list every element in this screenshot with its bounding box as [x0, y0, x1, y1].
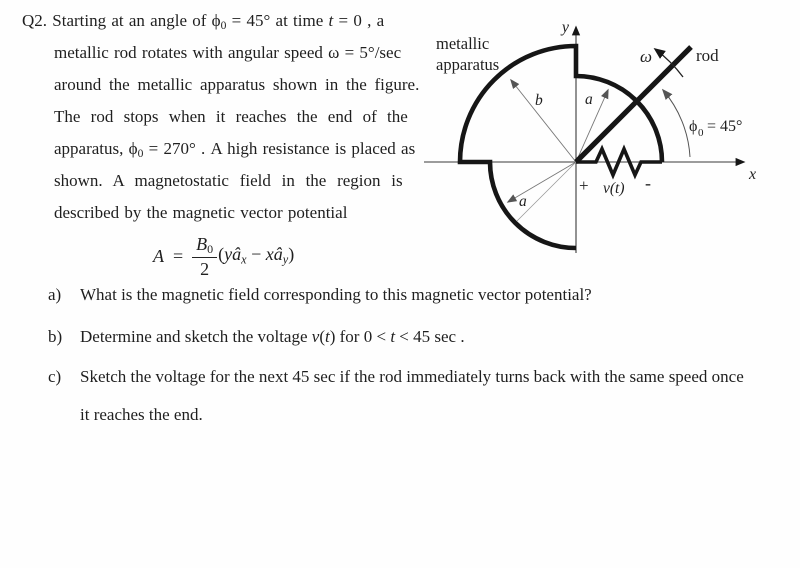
voltage-vt-label: v(t) — [603, 180, 625, 197]
phi0-label-value: = 45° — [707, 118, 743, 135]
phi0-label-phi: ϕ — [689, 118, 698, 135]
part-a-text: What is the magnetic field corresponding to this magnetic vector potential? — [80, 285, 592, 304]
problem-line-4: The rod stops when it reaches the end of the — [54, 107, 408, 126]
vector-potential-formula — [153, 233, 294, 279]
phi0-angle-arc — [663, 90, 690, 157]
y-axis-label: y — [561, 19, 569, 36]
formula-rhs: (yâx − xây) — [218, 244, 295, 267]
formula-denominator: 2 — [200, 259, 210, 279]
figure-svg — [415, 0, 775, 270]
formula-lhs: A — [153, 245, 164, 266]
part-a-label: a) — [48, 285, 62, 304]
voltage-minus-label: - — [645, 173, 651, 193]
apparatus-label-line-2: apparatus — [436, 55, 500, 74]
apparatus-path — [460, 46, 662, 248]
apparatus-label-line-1: metallic — [436, 34, 490, 53]
part-b-text: Determine and sketch the voltage v(t) for 0 < t < 45 sec . — [80, 327, 465, 346]
radius-b-arrow — [511, 80, 576, 162]
omega-rotation-arrow — [655, 49, 683, 77]
formula-numerator-base: B — [196, 234, 208, 254]
phi0-label-sub: 0 — [698, 127, 704, 139]
problem-line-5: apparatus, ϕ0 = 270° . A high resistance is placed as — [54, 139, 416, 161]
problem-line-6: shown. A magnetostatic field in the region is — [54, 171, 403, 190]
x-axis-label: x — [749, 166, 757, 183]
radius-a-label: a — [585, 91, 593, 108]
problem-line-2: metallic rod rotates with angular speed ω = 5°/sec — [54, 43, 402, 62]
omega-label: ω — [640, 47, 653, 66]
formula-fraction — [192, 234, 217, 278]
radius-b-label: b — [535, 92, 543, 109]
problem-line-7: described by the magnetic vector potential — [54, 203, 348, 222]
problem-line-1: Q2. Starting at an angle of ϕ0 = 45° at time t = 0 , a — [22, 11, 385, 33]
resistor-symbol — [576, 149, 662, 175]
part-c-label: c) — [48, 367, 62, 386]
formula-numerator — [192, 234, 217, 258]
formula-equals: = — [173, 245, 184, 266]
problem-line-3: around the metallic apparatus shown in the figure. — [54, 75, 420, 94]
voltage-plus-label: + — [579, 176, 589, 195]
formula-numerator-sub: 0 — [207, 242, 214, 256]
rod-label: rod — [696, 46, 719, 65]
part-b-label: b) — [48, 327, 63, 346]
part-c-text-line-2: it reaches the end. — [80, 405, 203, 424]
part-c-text-line-1: Sketch the voltage for the next 45 sec if the rod immediately turns back with the same speed once — [80, 367, 744, 386]
radius-a-lower-label: a — [519, 193, 527, 210]
